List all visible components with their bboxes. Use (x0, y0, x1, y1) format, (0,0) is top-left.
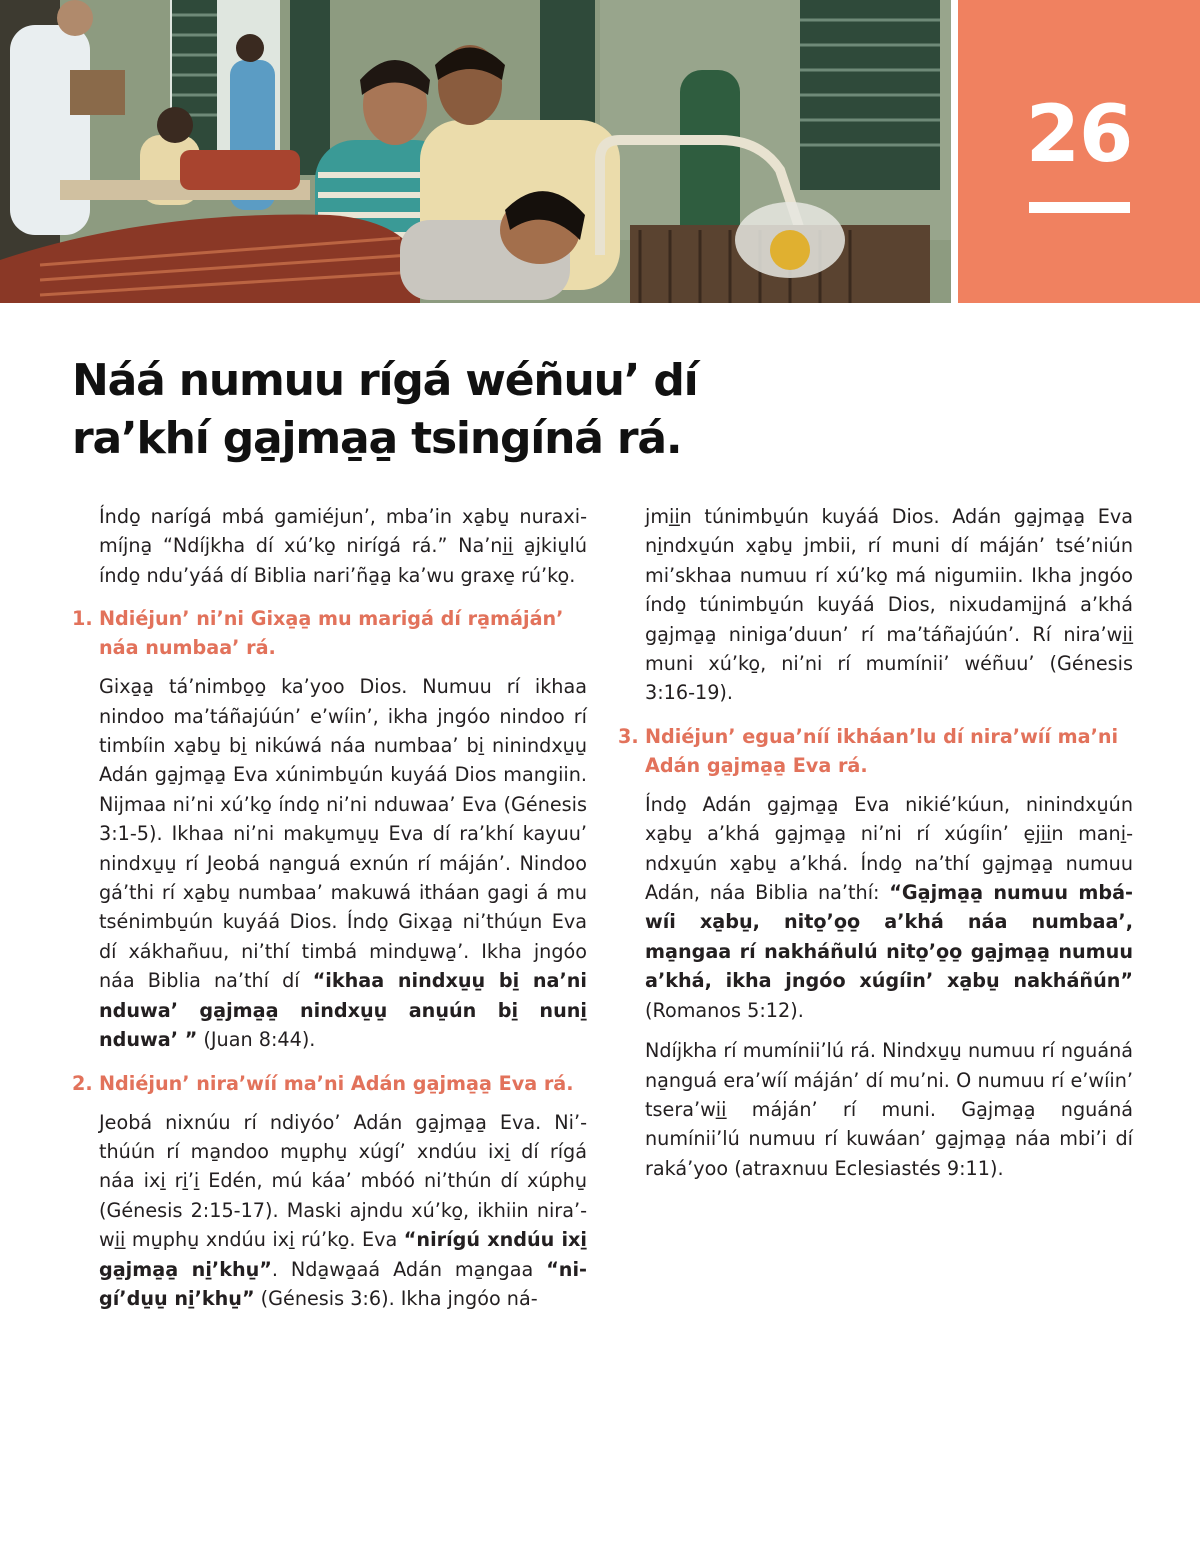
section-heading-1 (72, 604, 587, 662)
lesson-number-underline (1029, 202, 1130, 213)
paragraph-text: . Nda̱wa̱aá Adán ma̱ngaa (271, 1257, 547, 1281)
scripture-quote: “Ga̱jma̱a̱ numuu mbáwíi xa̱bu̱, nito̱’o̱o̱ a’khá náa numbaa’, ma̱ngaa rí nakháñulú nito̱’o̱o̱ ga̱jma̱a̱ numuu a’khá, ikha jngóo xúgíin’ xa̱bu̱ nakháñún” (645, 881, 1133, 993)
paragraph-text-continued: (Génesis 3:6). Ikha jngóo ná- (254, 1286, 538, 1310)
scripture-quote: “nirígú xndúu ixi̱ ga̱jma̱a̱ ni̱’khu̱” (99, 1228, 587, 1281)
section-2-paragraph (99, 1108, 587, 1314)
section-3-paragraph-2: Ndíjkha rí mumínii’lú rá. Nindxu̱u̱ numuu rí nguáná na̱nguá era’wíí máján’ dí mu’ni. O numuu rí e’wíin’ tsera’wi̱i̱ máján’ rí muni. Ga̱jma̱a̱ nguáná numínii’lú numuu rí kuwáan’ ga̱jma̱a̱ náa mbi’i dí raká’yoo (atraxnuu Eclesiastés 9:11). (645, 1039, 1133, 1180)
paragraph-text: Índo̱ Adán ga̱jma̱a̱ Eva nikié’kúun, ninindxu̱ún xa̱bu̱ a’khá ga̱jma̱a̱ ni’ni rí xúgíin’ e̱ji̱i̱n mani̱ndxu̱ún xa̱bu̱ a’khá. Índo̱ na’thí ga̱jma̱a̱ numuu Adán, náa Biblia na’thí: (645, 792, 1133, 905)
page-title-line-1: Náá numuu rígá wéñuu’ dí (72, 355, 698, 406)
section-number: 1. (72, 607, 93, 631)
section-1-paragraph (99, 672, 587, 1054)
paragraph-text: Gixa̱a̱ tá’nimbo̱o̱ ka’yoo Dios. Numuu rí ikhaa nindoo ma’táñajúún’ e’wíin’, ikha jngóo nindoo rí timbíin xa̱bu̱ bi̱ nikúwá náa numbaa’ bi̱ ninindxu̱u̱ Adán ga̱jma̱a̱ Eva xúnimbu̱ún kuyáá Dios mangiin. Nijmaa ni’ni xú’ko̱ índo̱ ni’ni nduwaa’ Eva (Génesis 3:1-5). Ikhaa ni’ni maku̱mu̱u̱ Eva dí ra’khí kayuu’ nindxu̱u̱ rí Jeobá na̱nguá exnún rí máján’. Nindoo gá’thi rí xa̱bu̱ numbaa’ makuwá itháan gagi á mu tsénimbu̱ún kuyáá Dios. Índo̱ Gixa̱a̱ ni’thúu̱n Eva dí xákhañuu, ni’thí timbá mindu̱wa̱’. Ikha jngóo náa Biblia na’thí dí (99, 675, 587, 993)
intro-paragraph: Índo̱ narígá mbá gamiéjun’, mba’in xa̱bu̱ nuraximíjna̱ “Ndíjkha dí xú’ko̱ nirígá rá.” Na’ni̱i̱ a̱jkiu̱lú índo̱ ndu’yáá dí Biblia nari’ña̱a̱ ka’wu graxe̱ rú’ko̱. (99, 505, 587, 587)
paragraph-text: Jeobá nixnúu rí ndiyóo’ Adán ga̱jma̱a̱ Eva. Ni’thúún rí ma̱ndoo mu̱phu̱ xúgí’ xndúu ixi̱ dí rígá náa ixi̱ ri̱’i̱ Edén, mú káa’ mbóó ni’thún dí xúphu̱ (Génesis 2:15-17). Maski ajndu xú’ko̱, ikhiin nira’wi̱i̱ mu̱phu̱ xndúu ixi̱ rú’ko̱. Eva (99, 1110, 587, 1252)
section-number: 2. (72, 1071, 93, 1095)
section-heading-3 (618, 722, 1133, 780)
scripture-reference: (Romanos 5:12). (645, 998, 804, 1022)
section-heading-text: Ndiéjun’ ni’ni Gixa̱a̱ mu marigá dí ra̱máján’ náa numbaa’ rá. (99, 607, 564, 660)
scripture-quote: “nigí’du̱u̱ ni̱’khu̱” (99, 1257, 588, 1310)
lesson-number: 26 (1025, 90, 1133, 180)
page-title (72, 352, 792, 468)
section-heading-text: Ndiéjun’ egua’níí ikháan’lu dí nira’wíí ma’ni Adán ga̱jma̱a̱ Eva rá. (645, 724, 1119, 777)
lesson-number-badge (958, 0, 1200, 303)
section-3-paragraph-1 (645, 790, 1133, 1025)
scripture-reference: (Juan 8:44). (197, 1028, 316, 1052)
hero-photo (0, 0, 951, 303)
page-title-line-2: ra’khí ga̱jma̱a̱ tsingíná rá. (72, 413, 682, 464)
scripture-quote: “ikhaa nindxu̱u̱ bi̱ na’ni nduwa’ ga̱jma̱a̱ nindxu̱u̱ anu̱ún bi̱ nuni̱ nduwa’ ” (99, 969, 587, 1052)
section-number: 3. (618, 724, 639, 748)
section-heading-2 (72, 1069, 587, 1098)
section-heading-text: Ndiéjun’ nira’wíí ma’ni Adán ga̱jma̱a̱ Eva rá. (99, 1071, 574, 1095)
left-column (72, 502, 588, 1313)
right-column (618, 502, 1133, 1194)
section-2-paragraph-continued: jmi̱i̱n túnimbu̱ún kuyáá Dios. Adán ga̱jma̱a̱ Eva ni̱ndxu̱ún xa̱bu̱ jmbii, rí muni dí máján’ tsé’niún mi’skhaa numuu rí xú’ko̱ má nigumiin. Ikha jngóo índo̱ túnimbu̱ún kuyáá Dios, nixudami̱jná a’khá ga̱jma̱a̱ niniga’duun’ rí ma’táñajúún’. Rí nira’wi̱i̱ muni xú’ko̱, ni’ni rí mumínii’ wéñuu’ (Génesis 3:16-19). (645, 505, 1133, 705)
